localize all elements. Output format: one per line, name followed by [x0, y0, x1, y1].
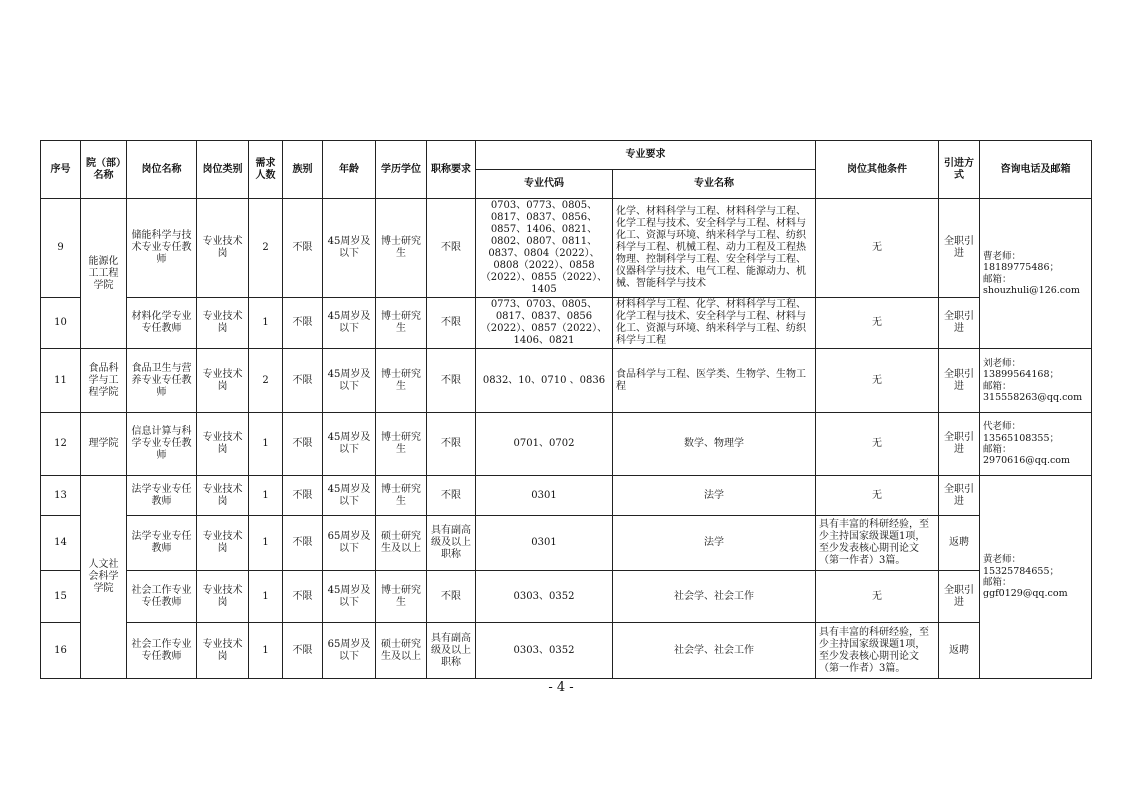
cell-count: 1 — [249, 571, 283, 623]
cell-age: 65周岁及以下 — [323, 516, 376, 571]
cell-major-code: 0301 — [476, 516, 613, 571]
cell-major-code: 0832、10、0710 、0836 — [476, 349, 613, 413]
cell-title: 不限 — [427, 199, 476, 298]
page-number: - 4 - — [548, 680, 574, 695]
cell-title: 不限 — [427, 413, 476, 476]
cell-dept: 理学院 — [81, 413, 127, 476]
header-count: 需求人数 — [249, 141, 283, 199]
cell-post: 材料化学专业专任教师 — [127, 298, 197, 349]
cell-age: 45周岁及以下 — [323, 571, 376, 623]
cell-post: 储能科学与技术专业专任教师 — [127, 199, 197, 298]
cell-ethnic: 不限 — [283, 199, 323, 298]
header-post-type: 岗位类别 — [197, 141, 249, 199]
cell-title: 具有副高级及以上职称 — [427, 623, 476, 679]
cell-post: 法学专业专任教师 — [127, 476, 197, 516]
cell-conditions: 具有丰富的科研经验，至少主持国家级课题1项，至少发表核心期刊论文（第一作者）3篇。 — [816, 516, 939, 571]
cell-post-type: 专业技术岗 — [197, 476, 249, 516]
cell-count: 1 — [249, 516, 283, 571]
header-post: 岗位名称 — [127, 141, 197, 199]
table-row — [41, 349, 1092, 413]
cell-age: 45周岁及以下 — [323, 476, 376, 516]
cell-post: 社会工作专业专任教师 — [127, 623, 197, 679]
cell-education: 硕士研究生及以上 — [376, 516, 427, 571]
cell-age: 65周岁及以下 — [323, 623, 376, 679]
cell-method: 全职引进 — [939, 199, 980, 298]
header-education: 学历学位 — [376, 141, 427, 199]
cell-education: 博士研究生 — [376, 476, 427, 516]
cell-conditions: 无 — [816, 476, 939, 516]
contact-phone: 15325784655； — [983, 565, 1059, 577]
header-conditions: 岗位其他条件 — [816, 141, 939, 199]
cell-title: 具有副高级及以上职称 — [427, 516, 476, 571]
cell-title: 不限 — [427, 349, 476, 413]
cell-post: 社会工作专业专任教师 — [127, 571, 197, 623]
cell-major-code: 0773、0703、0805、0817、0837、0856（2022）、0857（2022）、1406、0821 — [476, 298, 613, 349]
cell-education: 博士研究生 — [376, 571, 427, 623]
contact-phone: 18189775486； — [983, 262, 1059, 274]
cell-method: 返聘 — [939, 516, 980, 571]
cell-major-code: 0301 — [476, 476, 613, 516]
cell-ethnic: 不限 — [283, 476, 323, 516]
table-row — [41, 199, 1092, 298]
cell-post: 食品卫生与营养专业专任教师 — [127, 349, 197, 413]
cell-major-code: 0701、0702 — [476, 413, 613, 476]
contact-email[interactable]: ggf0129@qq.com — [983, 588, 1068, 600]
cell-post-type: 专业技术岗 — [197, 199, 249, 298]
cell-seq: 11 — [41, 349, 81, 413]
contact-phone: 13565108355； — [983, 432, 1059, 444]
cell-count: 2 — [249, 199, 283, 298]
cell-conditions: 无 — [816, 349, 939, 413]
header-major-code: 专业代码 — [476, 170, 613, 199]
cell-seq: 14 — [41, 516, 81, 571]
cell-major-name: 法学 — [613, 476, 816, 516]
cell-count: 1 — [249, 623, 283, 679]
cell-major-code: 0703、0773、0805、0817、0837、0856、0857、1406、0821、0802、0807、0811、0837、0804（2022）、0808（2022）、0858（2022）、0855（2022）、1405 — [476, 199, 613, 298]
cell-post-type: 专业技术岗 — [197, 349, 249, 413]
table-row — [41, 623, 1092, 679]
cell-education: 博士研究生 — [376, 413, 427, 476]
cell-count: 1 — [249, 413, 283, 476]
contact-mail-label: 邮箱： — [983, 444, 1012, 455]
cell-ethnic: 不限 — [283, 298, 323, 349]
cell-education: 硕士研究生及以上 — [376, 623, 427, 679]
header-major-name: 专业名称 — [613, 170, 816, 199]
cell-age: 45周岁及以下 — [323, 349, 376, 413]
cell-method: 全职引进 — [939, 298, 980, 349]
cell-title: 不限 — [427, 298, 476, 349]
contact-name: 曹老师： — [983, 250, 1022, 262]
cell-education: 博士研究生 — [376, 298, 427, 349]
cell-contact — [980, 349, 1092, 413]
cell-seq: 10 — [41, 298, 81, 349]
cell-seq: 12 — [41, 413, 81, 476]
contact-mail-label: 邮箱： — [983, 380, 1012, 392]
header-dept: 院（部）名称 — [81, 141, 127, 199]
table-row — [41, 476, 1092, 516]
cell-major-name: 法学 — [613, 516, 816, 571]
cell-dept: 食品科学与工程学院 — [81, 349, 127, 413]
table-row — [41, 413, 1092, 476]
cell-major-name: 材料科学与工程、化学、材料科学与工程、化学工程与技术、安全科学与工程、材料与化工、资源与环境、纳米科学与工程、纺织科学与工程 — [613, 298, 816, 349]
contact-email[interactable]: 315558263@qq.com — [983, 391, 1083, 403]
cell-major-code: 0303、0352 — [476, 571, 613, 623]
cell-ethnic: 不限 — [283, 571, 323, 623]
cell-age: 45周岁及以下 — [323, 199, 376, 298]
header-ethnic: 族别 — [283, 141, 323, 199]
cell-post-type: 专业技术岗 — [197, 298, 249, 349]
cell-title: 不限 — [427, 571, 476, 623]
cell-conditions: 无 — [816, 571, 939, 623]
cell-conditions: 无 — [816, 413, 939, 476]
table-row — [41, 571, 1092, 623]
cell-post: 法学专业专任教师 — [127, 516, 197, 571]
cell-major-name: 社会学、社会工作 — [613, 571, 816, 623]
cell-dept: 能源化工工程学院 — [81, 199, 127, 349]
cell-post: 信息计算与科学专业专任教师 — [127, 413, 197, 476]
contact-email[interactable]: shouzhuli@126.com — [983, 284, 1080, 296]
cell-seq: 16 — [41, 623, 81, 679]
cell-method: 全职引进 — [939, 571, 980, 623]
header-contact: 咨询电话及邮箱 — [980, 141, 1092, 199]
header-seq: 序号 — [41, 141, 81, 199]
recruitment-table — [40, 140, 1092, 679]
contact-mail-label: 邮箱： — [983, 577, 1012, 588]
cell-major-name: 社会学、社会工作 — [613, 623, 816, 679]
cell-conditions: 无 — [816, 199, 939, 298]
table-row — [41, 298, 1092, 349]
table-row — [41, 516, 1092, 571]
cell-post-type: 专业技术岗 — [197, 571, 249, 623]
cell-method: 全职引进 — [939, 349, 980, 413]
cell-education: 博士研究生 — [376, 199, 427, 298]
cell-seq: 15 — [41, 571, 81, 623]
cell-count: 1 — [249, 298, 283, 349]
cell-count: 2 — [249, 349, 283, 413]
cell-contact — [980, 476, 1092, 679]
cell-method: 全职引进 — [939, 476, 980, 516]
cell-major-name: 食品科学与工程、医学类、生物学、生物工程 — [613, 349, 816, 413]
cell-title: 不限 — [427, 476, 476, 516]
cell-conditions: 具有丰富的科研经验，至少主持国家级课题1项，至少发表核心期刊论文（第一作者）3篇。 — [816, 623, 939, 679]
cell-age: 45周岁及以下 — [323, 413, 376, 476]
header-method: 引进方式 — [939, 141, 980, 199]
cell-count: 1 — [249, 476, 283, 516]
cell-ethnic: 不限 — [283, 349, 323, 413]
cell-age: 45周岁及以下 — [323, 298, 376, 349]
cell-major-name: 化学、材料科学与工程、材料科学与工程、化学工程与技术、安全科学与工程、材料与化工、资源与环境、纳米科学与工程、纺织科学与工程、机械工程、动力工程及工程热物理、控制科学与工程、安全科学与工程、仪器科学与技术、电气工程、能源动力、机械、智能科学与技术 — [613, 199, 816, 298]
contact-name: 黄老师： — [983, 554, 1022, 566]
cell-ethnic: 不限 — [283, 516, 323, 571]
cell-seq: 9 — [41, 199, 81, 298]
cell-conditions: 无 — [816, 298, 939, 349]
cell-major-name: 数学、物理学 — [613, 413, 816, 476]
cell-major-code: 0303、0352 — [476, 623, 613, 679]
cell-dept: 人文社会科学学院 — [81, 476, 127, 679]
contact-name: 代老师： — [983, 421, 1022, 433]
cell-education: 博士研究生 — [376, 349, 427, 413]
contact-mail-label: 邮箱： — [983, 273, 1012, 285]
cell-contact — [980, 413, 1092, 476]
header-title: 职称要求 — [427, 141, 476, 199]
cell-seq: 13 — [41, 476, 81, 516]
contact-email[interactable]: 2970616@qq.com — [983, 455, 1071, 467]
cell-ethnic: 不限 — [283, 413, 323, 476]
contact-phone: 13899564168； — [983, 369, 1059, 381]
cell-method: 全职引进 — [939, 413, 980, 476]
cell-post-type: 专业技术岗 — [197, 623, 249, 679]
contact-name: 刘老师： — [983, 357, 1022, 369]
cell-post-type: 专业技术岗 — [197, 413, 249, 476]
header-major: 专业要求 — [476, 141, 816, 170]
cell-ethnic: 不限 — [283, 623, 323, 679]
cell-method: 返聘 — [939, 623, 980, 679]
cell-post-type: 专业技术岗 — [197, 516, 249, 571]
cell-contact — [980, 199, 1092, 349]
header-age: 年龄 — [323, 141, 376, 199]
